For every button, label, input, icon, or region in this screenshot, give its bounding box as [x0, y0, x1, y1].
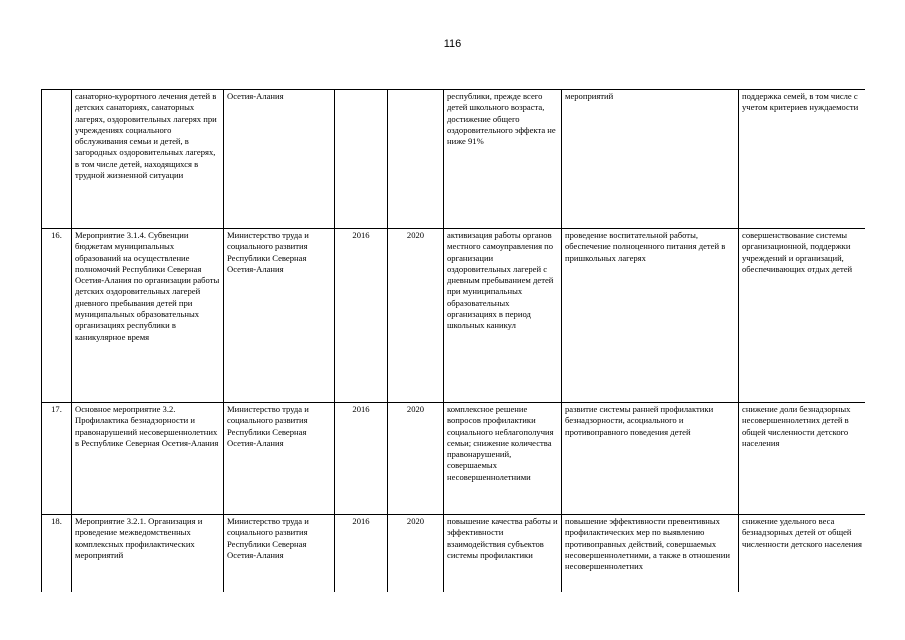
direction-cell: мероприятий — [562, 90, 739, 229]
indicator-cell: активизация работы органов местного самоуправления по организации оздоровительных лагерей с дневным пребыванием детей при муниципальных образовательных организациях в период школьных каникул — [444, 229, 562, 403]
direction-cell: проведение воспитательной работы, обеспечение полноценного питания детей в пришкольных лагерях — [562, 229, 739, 403]
executor-cell: Министерство труда и социального развития Республики Северная Осетия-Алания — [224, 229, 335, 403]
row-number-cell: 17. — [42, 403, 72, 515]
start-year-cell — [335, 90, 388, 229]
row-number-cell: 16. — [42, 229, 72, 403]
row-number-cell: 18. — [42, 515, 72, 593]
row-number-cell — [42, 90, 72, 229]
result-cell: снижение доли безнадзорных несовершеннолетних детей в общей численности детского населения — [739, 403, 866, 515]
end-year-cell: 2020 — [388, 403, 444, 515]
table-row — [42, 229, 866, 403]
start-year-cell: 2016 — [335, 229, 388, 403]
direction-cell: повышение эффективности превентивных профилактических мер по выявлению противоправных действий, совершаемых несовершеннолетними, а также в отношении несовершеннолетних — [562, 515, 739, 593]
table-row — [42, 90, 866, 229]
program-events-table — [41, 89, 865, 592]
event-name-cell: Мероприятие 3.2.1. Организация и проведение межведомственных комплексных профилактических мероприятий — [72, 515, 224, 593]
end-year-cell: 2020 — [388, 229, 444, 403]
result-cell: снижение удельного веса безнадзорных детей от общей численности детского населения — [739, 515, 866, 593]
program-table-container — [41, 89, 865, 592]
event-name-cell: Мероприятие 3.1.4. Субвенции бюджетам муниципальных образований на осуществление полномочий Республики Северная Осетия-Алания по организации работы детских оздоровительных лагерей дневного пребывания детей при муниципальных образовательных организациях республики в каникулярное время — [72, 229, 224, 403]
executor-cell: Министерство труда и социального развития Республики Северная Осетия-Алания — [224, 515, 335, 593]
table-row — [42, 403, 866, 515]
indicator-cell: повышение качества работы и эффективности взаимодействия субъектов системы профилактики — [444, 515, 562, 593]
result-cell: поддержка семей, в том числе с учетом критериев нуждаемости — [739, 90, 866, 229]
start-year-cell: 2016 — [335, 403, 388, 515]
page-number: 116 — [443, 38, 462, 50]
indicator-cell: комплексное решение вопросов профилактики социального неблагополучия семьи; снижение количества правонарушений, совершаемых несовершеннолетними — [444, 403, 562, 515]
executor-cell: Осетия-Алания — [224, 90, 335, 229]
end-year-cell: 2020 — [388, 515, 444, 593]
result-cell: совершенствование системы организационной, поддержки учреждений и организаций, обеспечивающих отдых детей — [739, 229, 866, 403]
executor-cell: Министерство труда и социального развития Республики Северная Осетия-Алания — [224, 403, 335, 515]
end-year-cell — [388, 90, 444, 229]
table-row — [42, 515, 866, 593]
indicator-cell: республики, прежде всего детей школьного возраста, достижение общего оздоровительного эффекта не ниже 91% — [444, 90, 562, 229]
direction-cell: развитие системы ранней профилактики безнадзорности, асоциального и противоправного поведения детей — [562, 403, 739, 515]
event-name-cell: Основное мероприятие 3.2. Профилактика безнадзорности и правонарушений несовершеннолетних в Республике Северная Осетия-Алания — [72, 403, 224, 515]
start-year-cell: 2016 — [335, 515, 388, 593]
event-name-cell: санаторно-курортного лечения детей в детских санаториях, санаторных лагерях, оздоровительных лагерях при учреждениях социального обслуживания семьи и детей, в загородных оздоровительных лагерях, в том числе детей, находящихся в трудной жизненной ситуации — [72, 90, 224, 229]
